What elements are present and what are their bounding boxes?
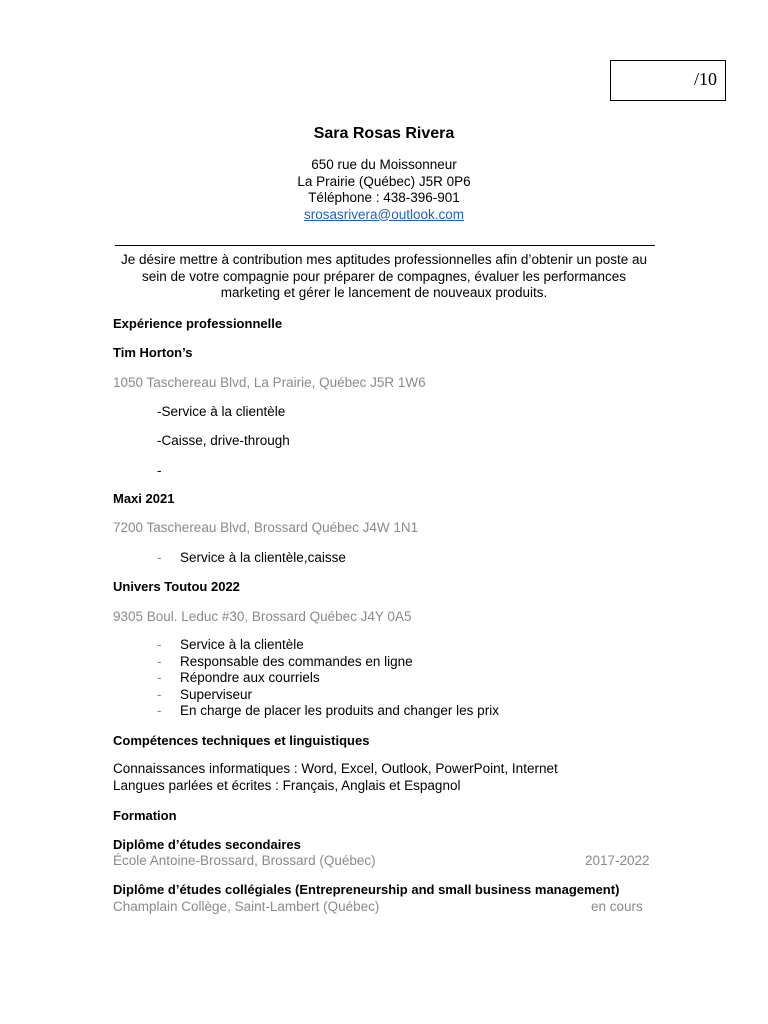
list-dash: -: [157, 686, 162, 702]
skills-line: Connaissances informatiques : Word, Excel, Outlook, PowerPoint, Internet: [113, 761, 558, 776]
job-address: 7200 Taschereau Blvd, Brossard Québec J4W 1N1: [113, 520, 419, 535]
diploma-title: Diplôme d’études collégiales (Entrepreneurship and small business management): [113, 882, 620, 897]
skills-line: Langues parlées et écrites : Français, Anglais et Espagnol: [113, 778, 461, 793]
list-item-text: Service à la clientèle,caisse: [180, 550, 346, 565]
list-item-text: Répondre aux courriels: [180, 670, 320, 685]
experience-heading: Expérience professionnelle: [113, 316, 283, 331]
job-employer: Tim Horton’s: [113, 345, 193, 360]
list-item: [157, 687, 499, 704]
contact-block: [113, 157, 655, 223]
job-address: 9305 Boul. Leduc #30, Brossard Québec J4Y 0A5: [113, 609, 412, 624]
separator-line: [115, 245, 655, 246]
list-item-text: En charge de placer les produits and changer les prix: [180, 703, 499, 718]
list-dash: -: [157, 653, 162, 669]
job-duty: -Service à la clientèle: [157, 404, 286, 419]
list-item: [157, 670, 499, 687]
list-item: [157, 550, 346, 567]
job-duty: -Caisse, drive-through: [157, 433, 290, 448]
skills-heading: Compétences techniques et linguistiques: [113, 733, 370, 748]
list-item-text: Responsable des commandes en ligne: [180, 653, 413, 669]
duty-list: [157, 550, 346, 567]
phone-number: Téléphone : 438-396-901: [308, 190, 460, 205]
study-period: 2017-2022: [585, 853, 650, 868]
job-address: 1050 Taschereau Blvd, La Prairie, Québec J5R 1W6: [113, 375, 426, 390]
objective-text: Je désire mettre à contribution mes aptitudes professionnelles afin d’obtenir un poste au sein de votre compagnie pour préparer de compagnes, évaluer les performances marketing et gérer le lancement de nouveaux produits.: [120, 252, 648, 300]
list-dash: -: [157, 637, 162, 652]
school-name: Champlain Collège, Saint-Lambert (Québec): [113, 899, 380, 914]
duty-list: [157, 637, 499, 720]
job-employer: Maxi 2021: [113, 491, 175, 506]
list-item-text: Superviseur: [180, 686, 253, 702]
job-employer: Univers Toutou 2022: [113, 579, 240, 594]
school-name: École Antoine-Brossard, Brossard (Québec): [113, 853, 376, 868]
list-item: [157, 703, 499, 720]
study-period: en cours: [591, 899, 643, 914]
list-item-text: Service à la clientèle: [180, 637, 304, 652]
list-item: [157, 654, 499, 671]
score-box: [610, 60, 726, 101]
street-address: 650 rue du Moissonneur: [311, 157, 457, 172]
education-heading: Formation: [113, 808, 177, 823]
candidate-name: Sara Rosas Rivera: [313, 125, 455, 142]
score-label: /10: [693, 69, 717, 89]
list-dash: -: [157, 703, 162, 718]
list-dash: -: [157, 550, 162, 565]
list-dash: -: [157, 670, 162, 685]
diploma-title: Diplôme d’études secondaires: [113, 837, 301, 852]
city-address: La Prairie (Québec) J5R 0P6: [297, 173, 471, 189]
job-duty: -: [157, 463, 162, 478]
email-link[interactable]: srosasrivera@outlook.com: [303, 206, 464, 222]
list-item: [157, 637, 499, 654]
